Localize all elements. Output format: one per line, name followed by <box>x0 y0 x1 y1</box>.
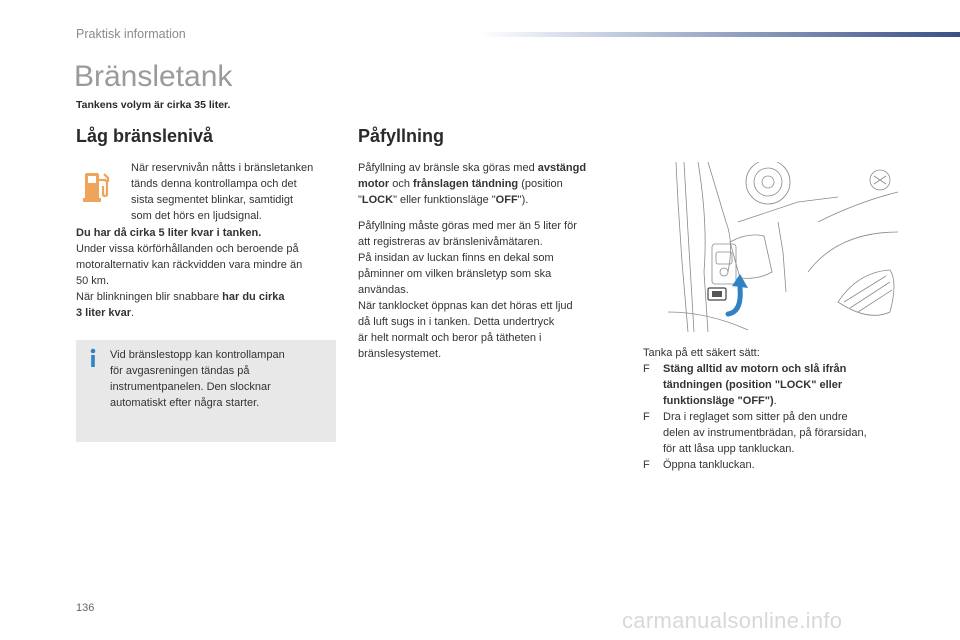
fuel-pump-warning-icon <box>82 168 112 204</box>
step-3-line: Öppna tankluckan. <box>663 459 755 471</box>
info-text <box>110 347 330 411</box>
refuel-line: då luft sugs in i tanken. Detta undertryck <box>358 316 555 328</box>
header-bar <box>478 32 960 37</box>
refuel-bold: OFF <box>495 194 518 206</box>
refuel-line: Påfyllning måste göras med mer än 5 liter för <box>358 220 577 232</box>
fuel-flap-release-illustration <box>668 162 902 332</box>
info-line: för avgasreningen tändas på <box>110 365 250 377</box>
refuel-heading: Påfyllning <box>358 126 445 146</box>
steps-intro: Tanka på ett säkert sätt: <box>643 347 760 359</box>
intro-line: som det hörs en ljudsignal. <box>131 210 262 222</box>
refuel-line: bränslesystemet. <box>358 348 442 360</box>
info-line: Vid bränslestopp kan kontrollampan <box>110 349 285 361</box>
step-1-line: Stäng alltid av motorn och slå ifrån <box>663 363 847 375</box>
refuel-line: användas. <box>358 284 409 296</box>
refuel-text: "). <box>517 194 529 206</box>
step-3 <box>643 457 913 473</box>
blink-end: . <box>131 307 135 319</box>
refuel-bold: avstängd <box>537 162 587 174</box>
bullet-marker: F <box>643 411 650 423</box>
step-2 <box>643 409 913 457</box>
refuel-text: Påfyllning av bränsle ska göras med <box>358 162 538 174</box>
refuel-line: När tanklocket öppnas kan det höras ett ljud <box>358 300 573 312</box>
bullet-marker: F <box>643 363 650 375</box>
refuel-bold: LOCK <box>361 194 394 206</box>
refuel-text: " eller funktionsläge " <box>393 194 496 206</box>
remaining-fuel-note: Du har då cirka 5 liter kvar i tanken. <box>76 227 262 239</box>
blink-bold: har du cirka <box>222 291 285 303</box>
info-icon <box>87 348 99 368</box>
intro-line: sista segmentet blinkar, samtidigt <box>131 194 294 206</box>
intro-line: tänds denna kontrollampa och det <box>131 178 297 190</box>
refuel-para-2 <box>358 218 628 362</box>
page-number: 136 <box>76 602 95 614</box>
bullet-marker: F <box>643 459 650 471</box>
intro-line: När reservnivån nåtts i bränsletanken <box>131 162 314 174</box>
refuel-line: påminner om vilken bränsletyp som ska <box>358 268 552 280</box>
step-1-end: . <box>773 395 777 407</box>
refuel-text: (position <box>518 178 563 190</box>
step-1-line: tändningen (position "LOCK" eller <box>663 379 843 391</box>
page-title: Bränsletank <box>74 60 233 93</box>
info-line: instrumentpanelen. Den slocknar <box>110 381 271 393</box>
refuel-text: och <box>389 178 414 190</box>
low-fuel-heading: Låg bränslenivå <box>76 126 214 146</box>
blink-text: När blinkningen blir snabbare <box>76 291 223 303</box>
refuel-bold: frånslagen tändning <box>413 178 519 190</box>
safety-steps <box>643 345 913 473</box>
tank-volume-note: Tankens volym är cirka 35 liter. <box>76 99 231 111</box>
range-line: 50 km. <box>76 275 110 287</box>
refuel-bold: motor <box>358 178 390 190</box>
low-fuel-details <box>76 225 346 321</box>
refuel-line: att registreras av bränslenivåmätaren. <box>358 236 543 248</box>
refuel-text: " <box>358 194 362 206</box>
info-line: automatiskt efter några starter. <box>110 397 260 409</box>
watermark: carmanualsonline.info <box>622 608 843 633</box>
step-2-line: delen av instrumentbrädan, på förarsidan, <box>663 427 867 439</box>
refuel-para-1 <box>358 160 628 208</box>
step-2-line: Dra i reglaget som sitter på den undre <box>663 411 848 423</box>
step-1-line: funktionsläge "OFF") <box>663 395 774 407</box>
range-line: motoralternativ kan räckvidden vara mindre än <box>76 259 303 271</box>
refuel-line: På insidan av luckan finns en dekal som <box>358 252 554 264</box>
range-line: Under vissa körförhållanden och beroende på <box>76 243 299 255</box>
low-fuel-intro <box>131 160 346 224</box>
section-label: Praktisk information <box>76 27 186 41</box>
step-1 <box>643 361 913 409</box>
step-2-line: för att låsa upp tankluckan. <box>663 443 795 455</box>
blink-bold: 3 liter kvar <box>76 307 132 319</box>
refuel-line: är helt normalt och beror på tätheten i <box>358 332 542 344</box>
